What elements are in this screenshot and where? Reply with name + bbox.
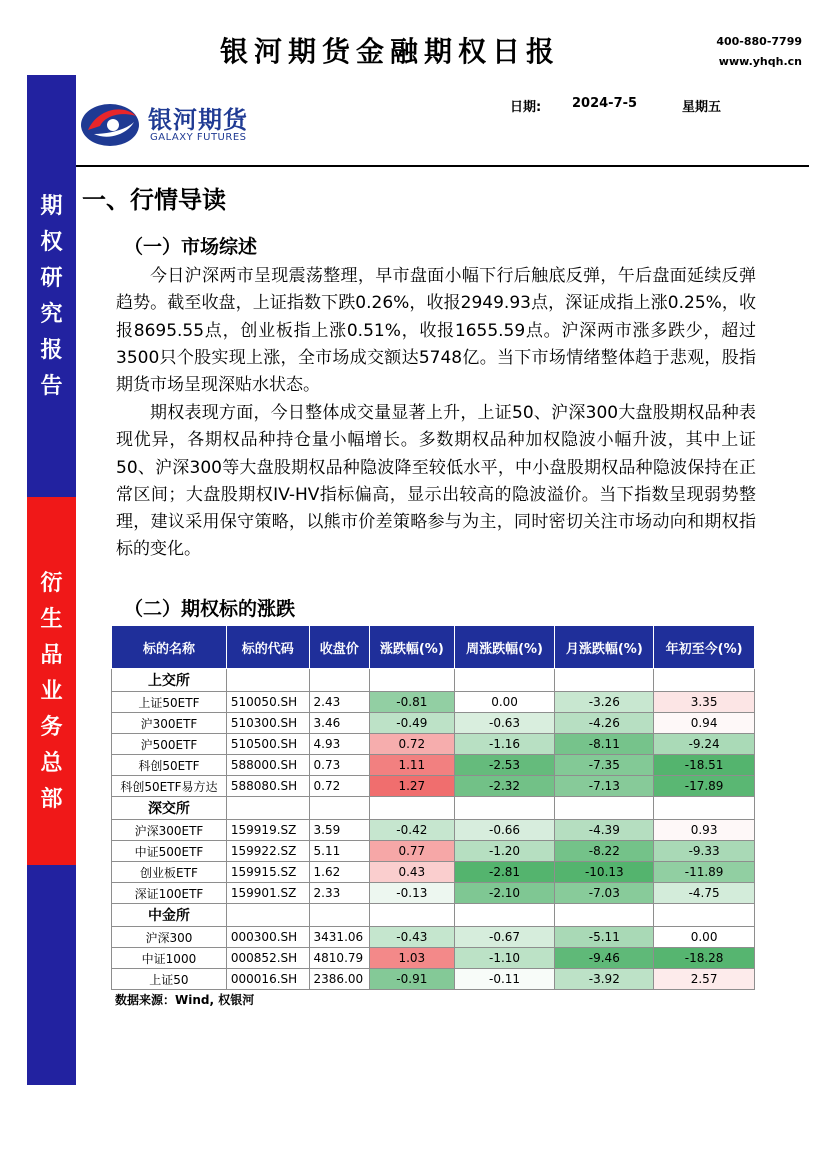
sidebar-char: 权 [40, 229, 63, 255]
ytd-change: -18.28 [654, 948, 755, 969]
underlying-name: 沪300ETF [112, 713, 227, 734]
table-header-row [112, 626, 755, 669]
underlying-code: 588000.SH [226, 755, 309, 776]
table-row [112, 713, 755, 734]
monthly-change: -7.35 [555, 755, 654, 776]
monthly-change: -10.13 [555, 862, 654, 883]
phone-number: 400-880-7799 [716, 35, 802, 48]
daily-change: 0.43 [370, 862, 455, 883]
underlying-code: 000852.SH [226, 948, 309, 969]
column-header: 周涨跌幅(%) [454, 626, 555, 669]
blank-cell [309, 669, 369, 692]
underlying-name: 中证500ETF [112, 841, 227, 862]
underlying-name: 中证1000 [112, 948, 227, 969]
weekly-change: -1.10 [454, 948, 555, 969]
monthly-change: -7.03 [555, 883, 654, 904]
ytd-change: 0.00 [654, 927, 755, 948]
underlying-code: 510050.SH [226, 692, 309, 713]
group-row [112, 669, 755, 692]
ytd-change: -4.75 [654, 883, 755, 904]
underlying-name: 上证50ETF [112, 692, 227, 713]
weekly-change: -0.11 [454, 969, 555, 990]
subsection-heading-market: （一）市场综述 [124, 236, 258, 258]
close-price: 1.62 [309, 862, 369, 883]
column-header: 年初至今(%) [654, 626, 755, 669]
underlying-name: 科创50ETF易方达 [112, 776, 227, 797]
blank-cell [555, 669, 654, 692]
sidebar-char: 期 [40, 193, 63, 219]
column-header: 月涨跌幅(%) [555, 626, 654, 669]
blank-cell [309, 904, 369, 927]
logo-english-name: GALAXY FUTURES [150, 132, 247, 143]
close-price: 2.33 [309, 883, 369, 904]
ytd-change: 3.35 [654, 692, 755, 713]
blank-cell [654, 797, 755, 820]
website-link[interactable]: www.yhqh.cn [718, 55, 802, 68]
close-price: 3.46 [309, 713, 369, 734]
underlying-name: 沪深300ETF [112, 820, 227, 841]
blank-cell [370, 669, 455, 692]
table-row [112, 862, 755, 883]
report-date: 2024-7-5 [572, 96, 638, 111]
weekly-change: -2.81 [454, 862, 555, 883]
ytd-change: -17.89 [654, 776, 755, 797]
close-price: 0.73 [309, 755, 369, 776]
ytd-change: -9.33 [654, 841, 755, 862]
blank-cell [654, 669, 755, 692]
sidebar-char: 究 [40, 301, 63, 327]
weekly-change: -0.63 [454, 713, 555, 734]
exchange-group-label: 中金所 [112, 904, 227, 927]
daily-change: -0.49 [370, 713, 455, 734]
monthly-change: -4.26 [555, 713, 654, 734]
underlying-code: 588080.SH [226, 776, 309, 797]
daily-change: 1.11 [370, 755, 455, 776]
table-row [112, 755, 755, 776]
data-source-note: 数据来源：Wind, 权银河 [115, 993, 255, 1007]
exchange-group-label: 上交所 [112, 669, 227, 692]
monthly-change: -4.39 [555, 820, 654, 841]
close-price: 4810.79 [309, 948, 369, 969]
logo-chinese-name: 银河期货 [148, 106, 248, 134]
sidebar-bottom-band [27, 865, 76, 1085]
ytd-change: -9.24 [654, 734, 755, 755]
underlying-name: 沪500ETF [112, 734, 227, 755]
ytd-change: -11.89 [654, 862, 755, 883]
header-divider [76, 165, 809, 167]
column-header: 标的代码 [226, 626, 309, 669]
contact-block [716, 32, 802, 72]
table-row [112, 820, 755, 841]
ytd-change: 0.94 [654, 713, 755, 734]
daily-change: -0.81 [370, 692, 455, 713]
sidebar-char: 业 [40, 678, 63, 704]
table-row [112, 692, 755, 713]
daily-change: 1.03 [370, 948, 455, 969]
weekly-change: -0.66 [454, 820, 555, 841]
close-price: 0.72 [309, 776, 369, 797]
table-row [112, 948, 755, 969]
blank-cell [226, 669, 309, 692]
column-header: 涨跌幅(%) [370, 626, 455, 669]
underlying-code: 159919.SZ [226, 820, 309, 841]
sidebar-char: 生 [40, 606, 63, 632]
subsection-heading-underlying: （二）期权标的涨跌 [124, 598, 296, 620]
sidebar-char: 部 [40, 786, 63, 812]
underlying-code: 510300.SH [226, 713, 309, 734]
section-heading: 一、行情导读 [82, 186, 226, 214]
sidebar-label-department [27, 565, 76, 817]
underlying-code: 159915.SZ [226, 862, 309, 883]
close-price: 3431.06 [309, 927, 369, 948]
table-row [112, 841, 755, 862]
monthly-change: -3.92 [555, 969, 654, 990]
daily-change: 0.72 [370, 734, 455, 755]
market-summary-paragraph: 今日沪深两市呈现震荡整理，早市盘面小幅下行后触底反弹，午后盘面延续反弹趋势。截至收盘，上证指数下跌0.26%，收报2949.93点，深证成指上涨0.25%，收报8695.55点，创业板指上涨0.51%，收报1655.59点。沪深两市涨多跌少，超过3500只个股实现上涨，全市场成交额达5748亿。当下市场情绪整体趋于悲观，股指期货市场呈现深贴水状态。 [116, 266, 756, 396]
close-price: 5.11 [309, 841, 369, 862]
close-price: 2386.00 [309, 969, 369, 990]
sidebar-char: 报 [40, 337, 63, 363]
daily-change: -0.91 [370, 969, 455, 990]
table-row [112, 776, 755, 797]
options-summary-paragraph: 期权表现方面，今日整体成交量显著上升，上证50、沪深300大盘股期权品种表现优异，各期权品种持仓量小幅增长。多数期权品种加权隐波小幅升波，其中上证50、沪深300等大盘股期权品种隐波降至较低水平，中小盘股期权品种隐波保持在正常区间；大盘股期权IV-HV指标偏高，显示出较高的隐波溢价。当下指数呈现弱势整理，建议采用保守策略，以熊市价差策略参与为主，同时密切关注市场动向和期权指标的变化。 [116, 403, 756, 560]
close-price: 3.59 [309, 820, 369, 841]
monthly-change: -8.22 [555, 841, 654, 862]
underlying-name: 创业板ETF [112, 862, 227, 883]
report-title: 银河期货金融期权日报 [220, 35, 561, 68]
underlying-code: 510500.SH [226, 734, 309, 755]
underlying-name: 沪深300 [112, 927, 227, 948]
daily-change: 0.77 [370, 841, 455, 862]
monthly-change: -8.11 [555, 734, 654, 755]
monthly-change: -5.11 [555, 927, 654, 948]
monthly-change: -7.13 [555, 776, 654, 797]
blank-cell [226, 797, 309, 820]
underlying-name: 科创50ETF [112, 755, 227, 776]
group-row [112, 797, 755, 820]
daily-change: -0.42 [370, 820, 455, 841]
underlying-name: 上证50 [112, 969, 227, 990]
sidebar-char: 研 [40, 265, 63, 291]
date-label: 日期: [510, 100, 542, 115]
weekly-change: -2.53 [454, 755, 555, 776]
underlying-code: 159922.SZ [226, 841, 309, 862]
blank-cell [555, 797, 654, 820]
monthly-change: -9.46 [555, 948, 654, 969]
table-row [112, 927, 755, 948]
blank-cell [226, 904, 309, 927]
table-body [112, 669, 755, 990]
daily-change: -0.43 [370, 927, 455, 948]
group-row [112, 904, 755, 927]
weekly-change: -0.67 [454, 927, 555, 948]
report-weekday: 星期五 [682, 100, 722, 115]
blank-cell [454, 669, 555, 692]
weekly-change: -2.10 [454, 883, 555, 904]
column-header: 标的名称 [112, 626, 227, 669]
sidebar-char: 务 [40, 714, 63, 740]
weekly-change: -2.32 [454, 776, 555, 797]
weekly-change: 0.00 [454, 692, 555, 713]
blank-cell [654, 904, 755, 927]
daily-change: -0.13 [370, 883, 455, 904]
blank-cell [370, 797, 455, 820]
table-row [112, 883, 755, 904]
table-row [112, 734, 755, 755]
underlying-change-table [111, 625, 755, 990]
exchange-group-label: 深交所 [112, 797, 227, 820]
blank-cell [555, 904, 654, 927]
daily-change: 1.27 [370, 776, 455, 797]
monthly-change: -3.26 [555, 692, 654, 713]
galaxy-logo-icon [80, 100, 142, 150]
close-price: 2.43 [309, 692, 369, 713]
table-row [112, 969, 755, 990]
ytd-change: 0.93 [654, 820, 755, 841]
weekly-change: -1.16 [454, 734, 555, 755]
underlying-code: 000016.SH [226, 969, 309, 990]
underlying-code: 159901.SZ [226, 883, 309, 904]
sidebar-char: 品 [40, 642, 63, 668]
close-price: 4.93 [309, 734, 369, 755]
sidebar-char: 告 [40, 373, 63, 399]
sidebar-label-research [27, 188, 76, 404]
blank-cell [309, 797, 369, 820]
underlying-code: 000300.SH [226, 927, 309, 948]
ytd-change: -18.51 [654, 755, 755, 776]
blank-cell [454, 904, 555, 927]
weekly-change: -1.20 [454, 841, 555, 862]
company-logo [80, 100, 280, 150]
blank-cell [454, 797, 555, 820]
column-header: 收盘价 [309, 626, 369, 669]
ytd-change: 2.57 [654, 969, 755, 990]
sidebar-char: 总 [40, 750, 63, 776]
sidebar-char: 衍 [40, 570, 63, 596]
underlying-name: 深证100ETF [112, 883, 227, 904]
blank-cell [370, 904, 455, 927]
